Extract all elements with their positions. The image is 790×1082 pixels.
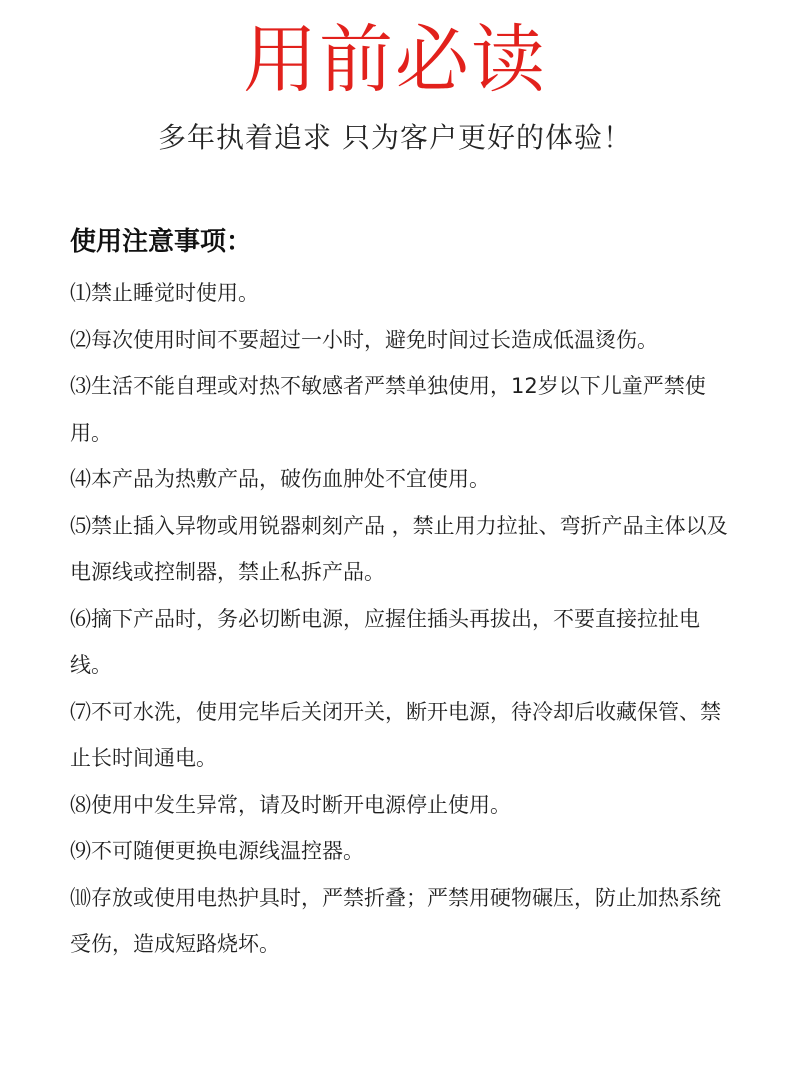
precaution-item-9: ⑼不可随便更换电源线温控器。: [70, 839, 364, 863]
precaution-item-1: ⑴禁止睡觉时使用。: [70, 281, 259, 305]
precaution-item-3: ⑶生活不能自理或对热不敏感者严禁单独使用，12岁以下儿童严禁使用。: [70, 374, 706, 445]
precautions-list: [70, 270, 740, 968]
precaution-item-7: ⑺不可水洗，使用完毕后关闭开关，断开电源，待冷却后收藏保管、禁止长时间通电。: [70, 699, 721, 770]
page-subtitle: 多年执着追求 只为客户更好的体验！: [158, 121, 632, 154]
precaution-item-10: ⑽存放或使用电热护具时，严禁折叠；严禁用硬物碾压，防止加热系统受伤，造成短路烧坏。: [70, 885, 721, 956]
precaution-item-6: ⑹摘下产品时，务必切断电源，应握住插头再拔出，不要直接拉扯电线。: [70, 606, 700, 677]
precaution-item-8: ⑻使用中发生异常，请及时断开电源停止使用。: [70, 792, 511, 817]
precaution-item-4: ⑷本产品为热敷产品，破伤血肿处不宜使用。: [70, 467, 490, 491]
page-title: 用前必读: [243, 17, 547, 103]
precaution-item-5: ⑸禁止插入异物或用锐器刺刻产品 ，禁止用力拉扯、弯折产品主体以及电源线或控制器，禁止私拆产品。: [70, 513, 728, 584]
section-heading: 使用注意事项：: [70, 227, 253, 257]
precaution-item-2: ⑵每次使用时间不要超过一小时，避免时间过长造成低温烫伤。: [70, 327, 658, 352]
